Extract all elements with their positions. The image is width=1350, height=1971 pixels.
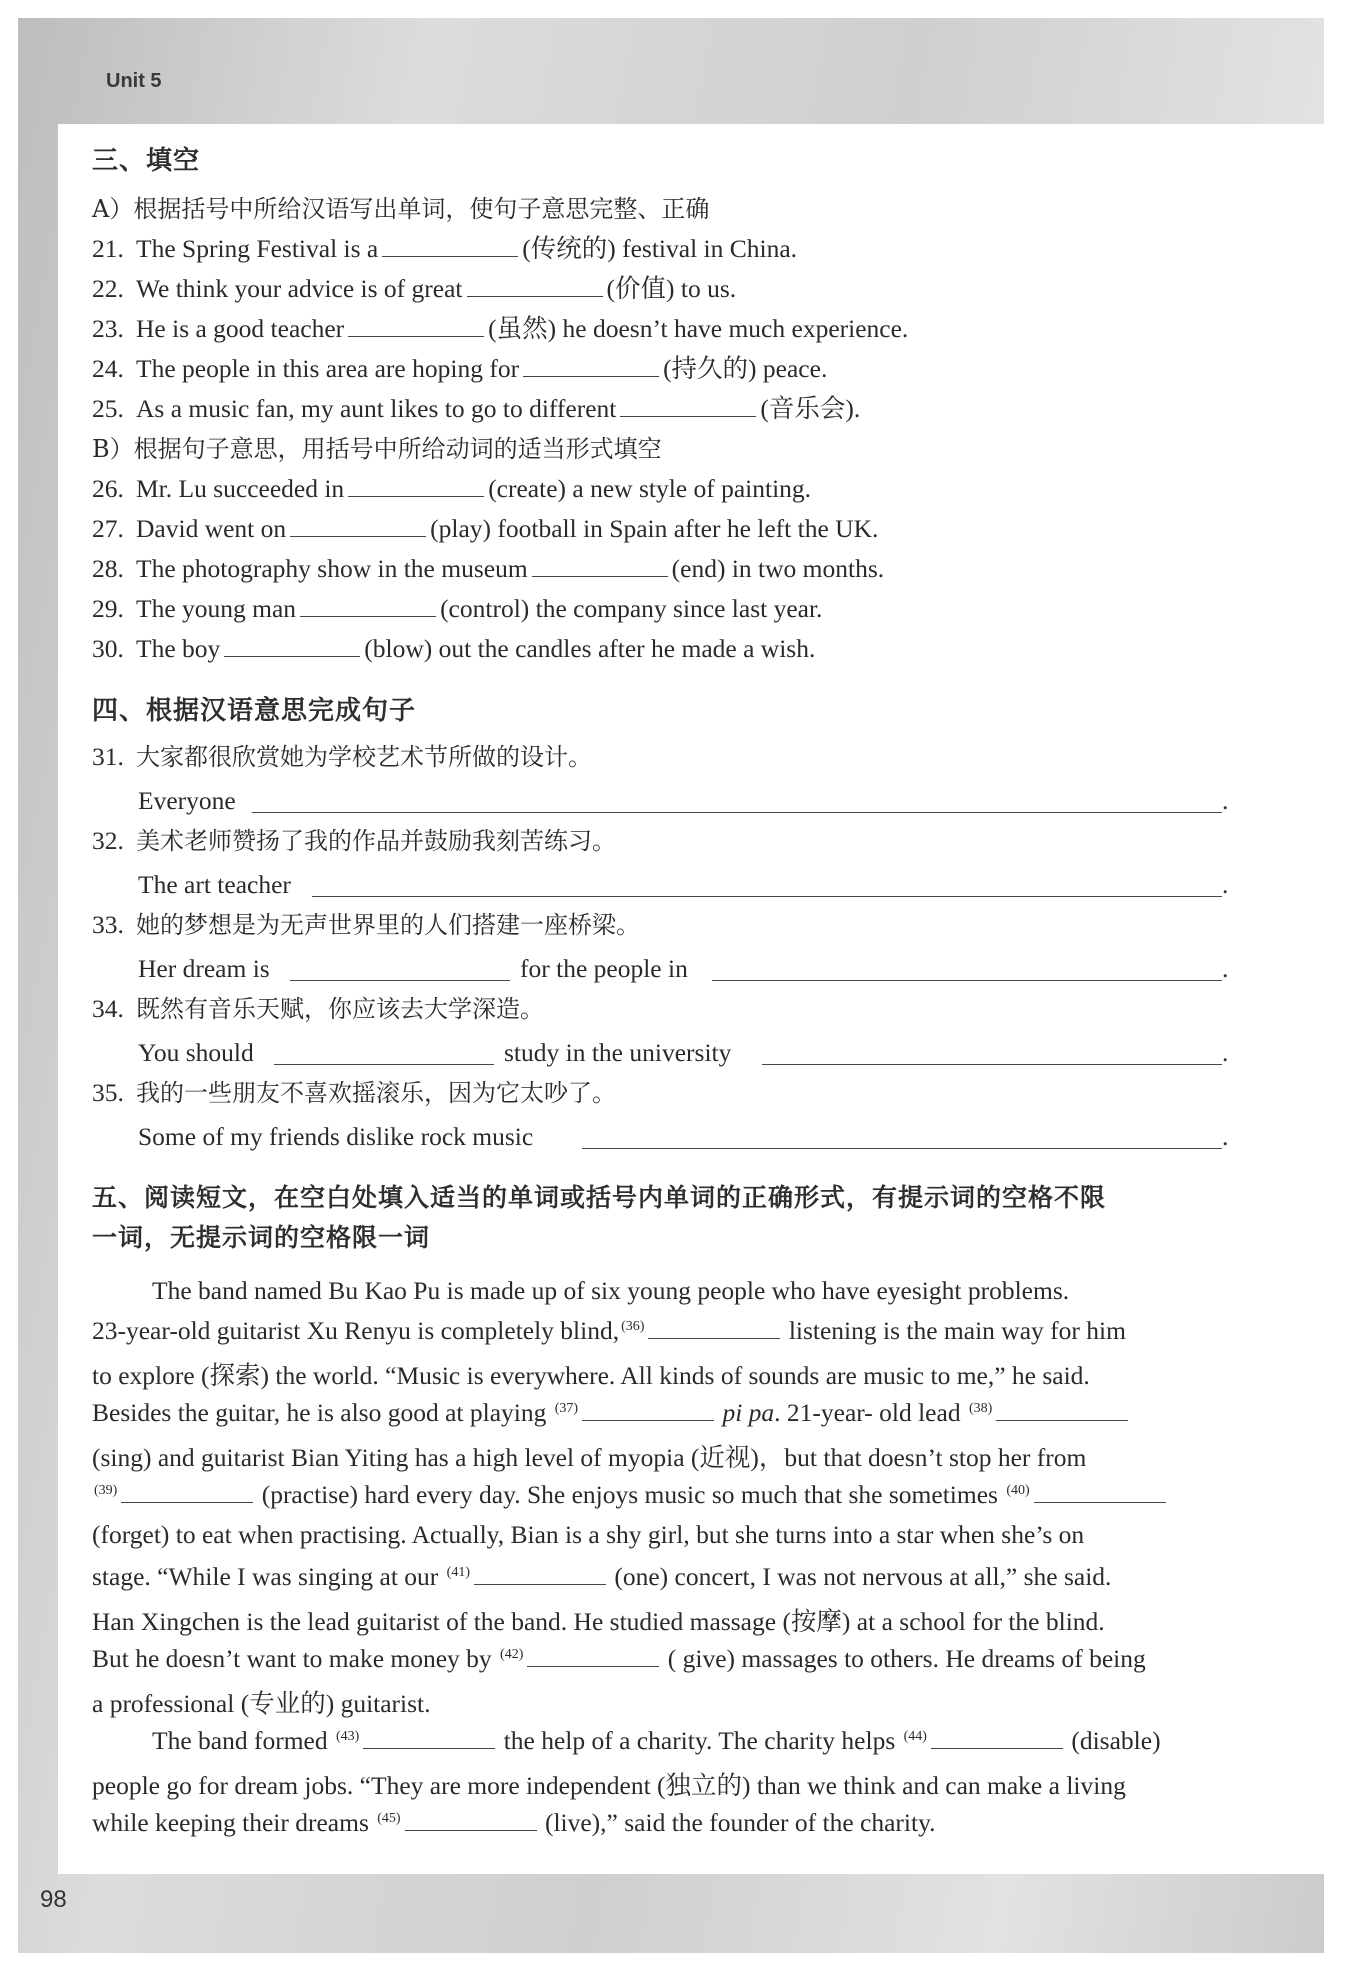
period: . [1222, 954, 1229, 983]
period: . [1222, 1122, 1229, 1151]
passage-line: a professional (专业的) guitarist. [92, 1689, 431, 1718]
passage-line: 23-year-old guitarist Xu Renyu is completely blind, $^{(36)}$ listening is the main way for him [92, 1316, 1126, 1345]
passage-blank-39[interactable] [121, 1480, 253, 1503]
answer-blank[interactable] [532, 554, 668, 577]
question-21: 21. The Spring Festival is a (传统的) festival in China. [92, 234, 798, 263]
passage-blank-40[interactable] [1034, 1480, 1166, 1503]
question-24: 24. The people in this area are hoping for (持久的) peace. [92, 354, 828, 383]
period: . [1222, 786, 1229, 815]
passage-line: people go for dream jobs. “They are more independent (独立的) than we think and can make a living [92, 1771, 1126, 1800]
unit-label: Unit 5 [106, 70, 162, 92]
passage-blank-37[interactable] [582, 1398, 714, 1421]
answer-line[interactable] [290, 978, 510, 981]
question-25: 25. As a music fan, my aunt likes to go to different (音乐会). [92, 394, 861, 423]
answer-blank[interactable] [300, 594, 436, 617]
answer-line[interactable] [252, 810, 1222, 813]
question-27: 27. David went on (play) football in Spain after he left the UK. [92, 514, 879, 543]
question-32-chinese: 32. 美术老师赞扬了我的作品并鼓励我刻苦练习。 [92, 826, 616, 855]
question-35-chinese: 35. 我的一些朋友不喜欢摇滚乐，因为它太吵了。 [92, 1078, 616, 1107]
answer-line[interactable] [274, 1062, 494, 1065]
passage-blank-43[interactable] [363, 1726, 495, 1749]
section-3-title: 三、填空 [92, 146, 201, 176]
question-33-chinese: 33. 她的梦想是为无声世界里的人们搭建一座桥梁。 [92, 910, 640, 939]
answer-blank[interactable] [348, 474, 484, 497]
question-34-chinese: 34. 既然有音乐天赋，你应该去大学深造。 [92, 994, 544, 1023]
passage-blank-38[interactable] [996, 1398, 1128, 1421]
question-29: 29. The young man (control) the company since last year. [92, 594, 823, 623]
answer-line[interactable] [762, 1062, 1222, 1065]
passage-line: stage. “While I was singing at our $^{(41)}$ (one) concert, I was not nervous at all,” she said. [92, 1562, 1112, 1591]
question-31-english: Everyone [138, 786, 236, 815]
question-34-english: You should [138, 1038, 254, 1067]
answer-line[interactable] [582, 1146, 1222, 1149]
passage-line: to explore (探索) the world. “Music is everywhere. All kinds of sounds are music to me,” he said. [92, 1361, 1090, 1390]
passage-line: But he doesn’t want to make money by $^{(42)}$ ( give) massages to others. He dreams of being [92, 1644, 1146, 1673]
question-31-chinese: 31. 大家都很欣赏她为学校艺术节所做的设计。 [92, 742, 592, 771]
answer-blank[interactable] [620, 394, 756, 417]
question-26: 26. Mr. Lu succeeded in (create) a new style of painting. [92, 474, 812, 503]
question-22: 22. We think your advice is of great (价值) to us. [92, 274, 737, 303]
period: . [1222, 1038, 1229, 1067]
period: . [1222, 870, 1229, 899]
answer-line[interactable] [312, 894, 1222, 897]
section-5-title-line1: 五、阅读短文，在空白处填入适当的单词或括号内单词的正确形式，有提示词的空格不限 [92, 1183, 1107, 1212]
question-30: 30. The boy (blow) out the candles after he made a wish. [92, 634, 816, 663]
passage-blank-44[interactable] [931, 1726, 1063, 1749]
question-32-english: The art teacher [138, 870, 291, 899]
passage-line: The band named Bu Kao Pu is made up of six young people who have eyesight problems. [152, 1276, 1070, 1305]
question-35-english: Some of my friends dislike rock music [138, 1122, 534, 1151]
question-33-middle: for the people in [520, 954, 688, 983]
section-5-title-line2: 一词，无提示词的空格限一词 [92, 1223, 431, 1252]
question-28: 28. The photography show in the museum (end) in two months. [92, 554, 885, 583]
passage-line: while keeping their dreams $^{(45)}$ (live),” said the founder of the charity. [92, 1808, 936, 1837]
question-34-middle: study in the university [504, 1038, 732, 1067]
page-number: 98 [40, 1886, 67, 1913]
question-33-english: Her dream is [138, 954, 270, 983]
passage-line: $^{(39)}$ (practise) hard every day. She enjoys music so much that she sometimes $^{(40)}$ [92, 1480, 1232, 1510]
passage-blank-42[interactable] [527, 1644, 659, 1667]
passage-line: (forget) to eat when practising. Actually, Bian is a shy girl, but she turns into a star when she’s on [92, 1520, 1085, 1549]
passage-line: Han Xingchen is the lead guitarist of the band. He studied massage (按摩) at a school for the blind. [92, 1607, 1105, 1636]
question-23: 23. He is a good teacher (虽然) he doesn’t have much experience. [92, 314, 909, 343]
answer-blank[interactable] [382, 234, 518, 257]
answer-line[interactable] [712, 978, 1222, 981]
answer-blank[interactable] [348, 314, 484, 337]
answer-blank[interactable] [224, 634, 360, 657]
passage-line: (sing) and guitarist Bian Yiting has a high level of myopia (近视)，but that doesn’t stop her from [92, 1443, 1087, 1472]
passage-blank-41[interactable] [474, 1562, 606, 1585]
passage-line: Besides the guitar, he is also good at playing $^{(37)}$ pi pa. 21-year- old lead $^{(38)}$ [92, 1398, 1232, 1428]
passage-blank-45[interactable] [405, 1808, 537, 1831]
answer-blank[interactable] [290, 514, 426, 537]
passage-blank-36[interactable] [648, 1316, 780, 1339]
answer-blank[interactable] [467, 274, 603, 297]
passage-line: The band formed $^{(43)}$ the help of a charity. The charity helps $^{(44)}$ (disable) [152, 1726, 1161, 1755]
part-a-instruction: A）根据括号中所给汉语写出单词，使句子意思完整、正确 [92, 195, 710, 223]
section-4-title: 四、根据汉语意思完成句子 [92, 696, 417, 726]
answer-blank[interactable] [523, 354, 659, 377]
part-b-instruction: B）根据句子意思，用括号中所给动词的适当形式填空 [92, 435, 662, 463]
